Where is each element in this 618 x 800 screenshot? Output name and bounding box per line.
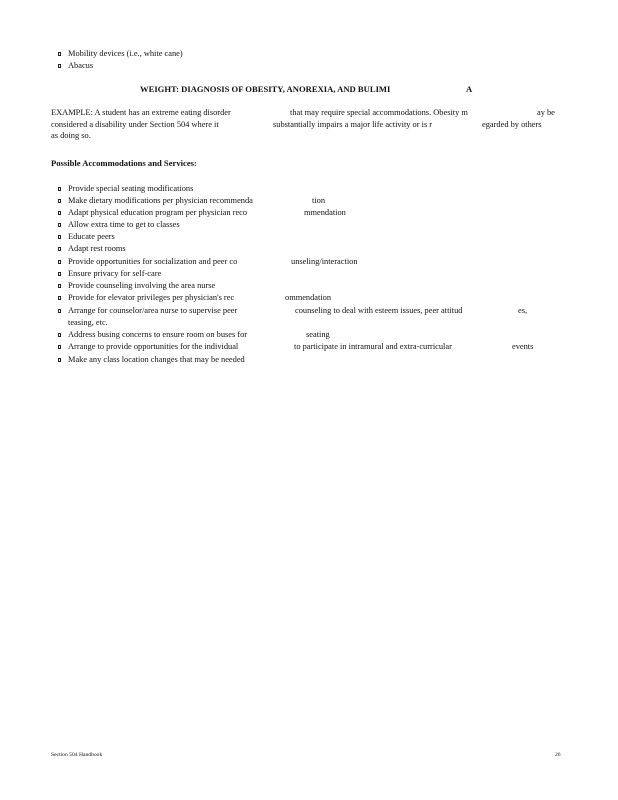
list-item-text: to participate in intramural and extra-curricular [294, 342, 452, 351]
list-item-text: Make dietary modifications per physician recommenda [68, 196, 253, 205]
list-item-text: Arrange to provide opportunities for the individual [68, 342, 239, 351]
page-number: 26 [555, 752, 561, 758]
bullet-icon [58, 354, 67, 365]
example-text: as doing so. [51, 131, 91, 140]
section-title-trailing: A [466, 84, 473, 94]
list-item-text: mmendation [304, 208, 346, 217]
list-item-text: Arrange for counselor/area nurse to supervise peer [68, 306, 238, 315]
list-item-text: es, [518, 306, 528, 315]
bullet-icon [58, 341, 67, 352]
list-item-text: Adapt physical education program per physician reco [68, 208, 248, 217]
list-item-text: Ensure privacy for self-care [68, 269, 162, 278]
list-item-text: Provide special seating modifications [68, 184, 194, 193]
example-text: ay be [537, 108, 555, 117]
list-item-text: ommendation [285, 293, 332, 302]
list-item-text: tion [312, 196, 326, 205]
bullet-icon [58, 268, 67, 279]
section-heading: Possible Accommodations and Services: [51, 158, 197, 168]
example-text: EXAMPLE: A student has an extreme eating disorder [51, 108, 231, 117]
list-item-text: Mobility devices (i.e., white cane) [68, 49, 183, 58]
bullet-icon [58, 183, 67, 194]
bullet-icon [58, 243, 67, 254]
list-item-text: Provide for elevator privileges per physician's rec [68, 293, 235, 302]
bullet-icon [58, 195, 67, 206]
bullet-icon [58, 280, 67, 291]
list-item-text: Address busing concerns to ensure room on buses for [68, 330, 248, 339]
list-item-text: counseling to deal with esteem issues, peer attitud [295, 306, 463, 315]
example-text: considered a disability under Section 504 where it [51, 120, 219, 129]
bullet-icon [58, 329, 67, 340]
bullet-icon [58, 60, 67, 71]
list-item-text: unseling/interaction [291, 257, 358, 266]
list-item-text: seating [306, 330, 330, 339]
list-item-text: Abacus [68, 61, 94, 70]
example-text: substantially impairs a major life activity or is r [273, 120, 433, 129]
bullet-icon [58, 305, 67, 316]
bullet-icon [58, 256, 67, 267]
bullet-icon [58, 207, 67, 218]
list-item-text: Make any class location changes that may be needed [68, 355, 245, 364]
list-item-text: events [512, 342, 534, 351]
section-title: WEIGHT: DIAGNOSIS OF OBESITY, ANOREXIA, AND BULIMI [140, 84, 391, 94]
list-item-text: Allow extra time to get to classes [68, 220, 180, 229]
bullet-icon [58, 292, 67, 303]
list-item-text: Educate peers [68, 232, 115, 241]
bullet-icon [58, 219, 67, 230]
example-text: that may require special accommodations. Obesity m [290, 108, 468, 117]
bullet-icon [58, 48, 67, 59]
list-item-text: teasing, etc. [68, 318, 108, 327]
bullet-icon [58, 231, 67, 242]
list-item-text: Provide opportunities for socialization and peer co [68, 257, 238, 266]
list-item-text: Adapt rest rooms [68, 244, 126, 253]
footer-title: Section 504 Handbook [51, 752, 103, 758]
list-item-text: Provide counseling involving the area nurse [68, 281, 216, 290]
example-text: egarded by others [482, 120, 542, 129]
